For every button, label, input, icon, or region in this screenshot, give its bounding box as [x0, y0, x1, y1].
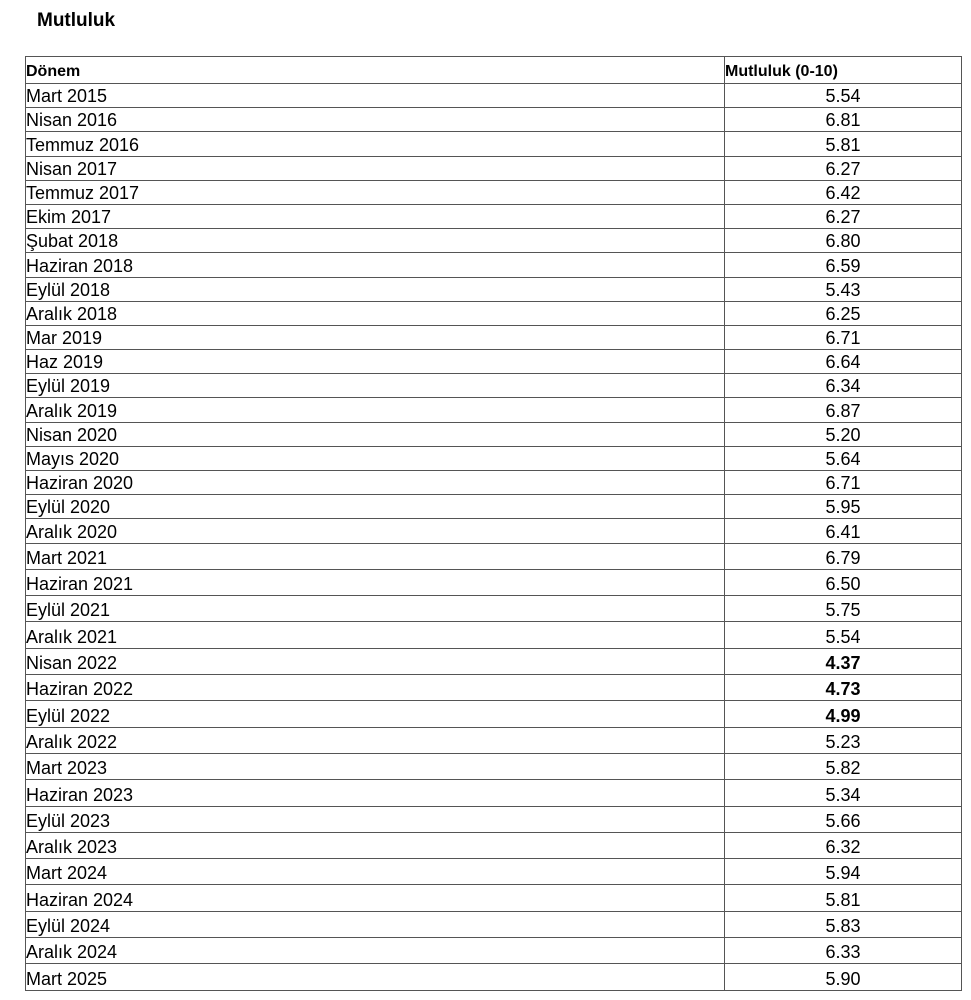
happiness-value-cell: 5.90 — [725, 964, 962, 990]
table-row — [26, 859, 962, 885]
table-row — [26, 806, 962, 832]
period-cell: Aralık 2021 — [26, 622, 725, 648]
period-cell: Haziran 2024 — [26, 885, 725, 911]
happiness-value-cell: 6.59 — [725, 253, 962, 277]
table-row — [26, 648, 962, 674]
period-cell: Nisan 2016 — [26, 108, 725, 132]
happiness-table — [25, 56, 962, 991]
happiness-value-cell: 5.75 — [725, 596, 962, 622]
table-row — [26, 495, 962, 519]
table-row — [26, 446, 962, 470]
table-row — [26, 156, 962, 180]
period-cell: Temmuz 2017 — [26, 180, 725, 204]
period-cell: Mar 2019 — [26, 325, 725, 349]
table-row — [26, 569, 962, 595]
happiness-value-cell: 5.81 — [725, 885, 962, 911]
period-cell: Nisan 2020 — [26, 422, 725, 446]
table-row — [26, 84, 962, 108]
period-cell: Mart 2025 — [26, 964, 725, 990]
happiness-value-cell: 6.34 — [725, 374, 962, 398]
period-cell: Mart 2023 — [26, 753, 725, 779]
table-row — [26, 374, 962, 398]
table-row — [26, 727, 962, 753]
happiness-value-cell: 5.23 — [725, 727, 962, 753]
table-row — [26, 675, 962, 701]
happiness-value-cell: 6.33 — [725, 938, 962, 964]
table-row — [26, 301, 962, 325]
table-row — [26, 325, 962, 349]
table-row — [26, 229, 962, 253]
table-header-row — [26, 57, 962, 84]
table-row — [26, 471, 962, 495]
header-period: Dönem — [26, 57, 725, 84]
table-row — [26, 938, 962, 964]
period-cell: Aralık 2020 — [26, 519, 725, 543]
happiness-value-cell: 5.43 — [725, 277, 962, 301]
happiness-value-cell: 6.71 — [725, 325, 962, 349]
happiness-value-cell: 4.99 — [725, 701, 962, 727]
table-row — [26, 277, 962, 301]
period-cell: Haziran 2023 — [26, 780, 725, 806]
period-cell: Aralık 2019 — [26, 398, 725, 422]
period-cell: Eylül 2023 — [26, 806, 725, 832]
period-cell: Haz 2019 — [26, 350, 725, 374]
period-cell: Mart 2015 — [26, 84, 725, 108]
table-row — [26, 596, 962, 622]
table-row — [26, 543, 962, 569]
happiness-value-cell: 5.81 — [725, 132, 962, 156]
happiness-value-cell: 5.83 — [725, 911, 962, 937]
happiness-value-cell: 6.71 — [725, 471, 962, 495]
table-row — [26, 132, 962, 156]
table-row — [26, 911, 962, 937]
period-cell: Haziran 2020 — [26, 471, 725, 495]
happiness-value-cell: 6.41 — [725, 519, 962, 543]
period-cell: Temmuz 2016 — [26, 132, 725, 156]
happiness-value-cell: 6.50 — [725, 569, 962, 595]
period-cell: Şubat 2018 — [26, 229, 725, 253]
table-row — [26, 885, 962, 911]
happiness-value-cell: 6.25 — [725, 301, 962, 325]
table-row — [26, 753, 962, 779]
happiness-value-cell: 5.34 — [725, 780, 962, 806]
happiness-value-cell: 6.80 — [725, 229, 962, 253]
happiness-value-cell: 6.64 — [725, 350, 962, 374]
table-row — [26, 832, 962, 858]
table-row — [26, 964, 962, 990]
period-cell: Eylül 2019 — [26, 374, 725, 398]
period-cell: Nisan 2017 — [26, 156, 725, 180]
table-row — [26, 253, 962, 277]
period-cell: Eylül 2022 — [26, 701, 725, 727]
happiness-value-cell: 5.95 — [725, 495, 962, 519]
happiness-value-cell: 6.79 — [725, 543, 962, 569]
happiness-value-cell: 5.54 — [725, 84, 962, 108]
happiness-value-cell: 6.87 — [725, 398, 962, 422]
period-cell: Eylül 2018 — [26, 277, 725, 301]
period-cell: Eylül 2024 — [26, 911, 725, 937]
happiness-value-cell: 5.64 — [725, 446, 962, 470]
period-cell: Aralık 2023 — [26, 832, 725, 858]
happiness-value-cell: 5.54 — [725, 622, 962, 648]
happiness-value-cell: 5.82 — [725, 753, 962, 779]
period-cell: Aralık 2022 — [26, 727, 725, 753]
table-row — [26, 350, 962, 374]
table-row — [26, 519, 962, 543]
period-cell: Nisan 2022 — [26, 648, 725, 674]
table-row — [26, 180, 962, 204]
period-cell: Mart 2024 — [26, 859, 725, 885]
happiness-value-cell: 6.42 — [725, 180, 962, 204]
period-cell: Mart 2021 — [26, 543, 725, 569]
table-row — [26, 701, 962, 727]
period-cell: Haziran 2022 — [26, 675, 725, 701]
happiness-value-cell: 6.32 — [725, 832, 962, 858]
period-cell: Haziran 2021 — [26, 569, 725, 595]
happiness-value-cell: 6.27 — [725, 156, 962, 180]
happiness-value-cell: 5.20 — [725, 422, 962, 446]
table-row — [26, 422, 962, 446]
header-happiness: Mutluluk (0-10) — [725, 57, 962, 84]
table-row — [26, 108, 962, 132]
period-cell: Haziran 2018 — [26, 253, 725, 277]
table-row — [26, 398, 962, 422]
table-row — [26, 780, 962, 806]
period-cell: Aralık 2024 — [26, 938, 725, 964]
period-cell: Ekim 2017 — [26, 204, 725, 228]
happiness-value-cell: 4.37 — [725, 648, 962, 674]
table-row — [26, 204, 962, 228]
happiness-value-cell: 5.66 — [725, 806, 962, 832]
happiness-value-cell: 5.94 — [725, 859, 962, 885]
table-body — [26, 84, 962, 991]
happiness-value-cell: 6.81 — [725, 108, 962, 132]
period-cell: Eylül 2020 — [26, 495, 725, 519]
table-row — [26, 622, 962, 648]
happiness-value-cell: 4.73 — [725, 675, 962, 701]
period-cell: Aralık 2018 — [26, 301, 725, 325]
period-cell: Mayıs 2020 — [26, 446, 725, 470]
happiness-value-cell: 6.27 — [725, 204, 962, 228]
period-cell: Eylül 2021 — [26, 596, 725, 622]
page-title: Mutluluk — [37, 10, 116, 31]
